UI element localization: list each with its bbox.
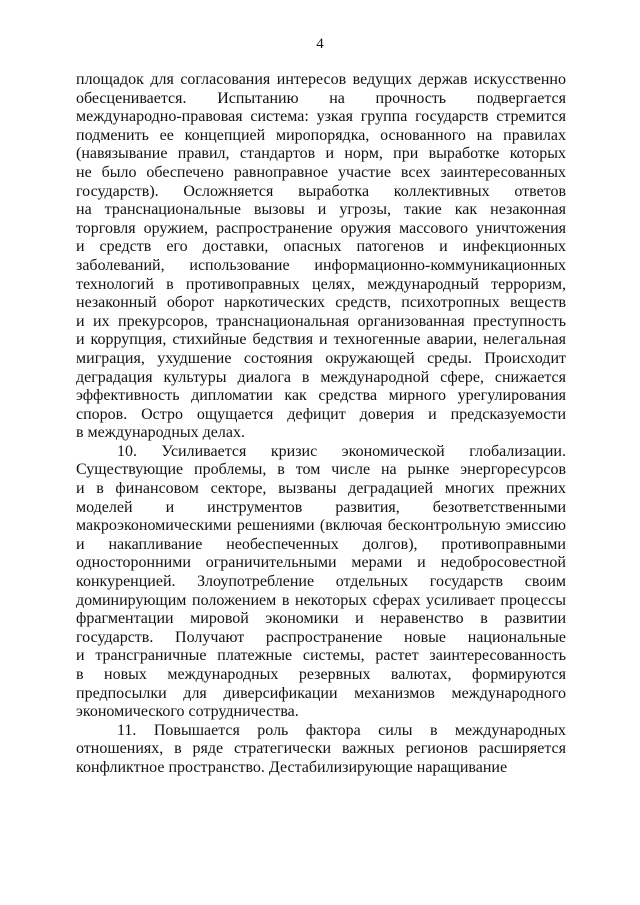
text-line: 11. Повышается роль фактора силы в международных — [117, 721, 566, 739]
paragraph — [76, 443, 566, 722]
text-line: фрагментации мировой экономики и неравенство в развитии — [76, 610, 566, 628]
text-line: Существующие проблемы, в том числе на рынке энергоресурсов — [76, 461, 566, 479]
text-line: отношениях, в ряде стратегически важных регионов расширяется — [76, 740, 566, 758]
text-line: макроэкономическими решениями (включая бесконтрольную эмиссию — [76, 517, 566, 535]
text-line: моделей и инструментов развития, безответственными — [76, 498, 566, 516]
text-line: и накапливание необеспеченных долгов), противоправными — [76, 535, 566, 553]
text-line: и коррупция, стихийные бедствия и техногенные аварии, нелегальная — [76, 331, 566, 349]
text-line: и трансграничные платежные системы, растет заинтересованность — [76, 647, 566, 665]
text-line: технологий в противоправных целях, международный терроризм, — [76, 275, 566, 293]
text-line: заболеваний, использование информационно-коммуникационных — [76, 256, 566, 274]
text-line: эффективность дипломатии как средства мирного урегулирования — [76, 387, 566, 405]
text-line: и их прекурсоров, транснациональная организованная преступность — [76, 312, 566, 330]
text-line: на транснациональные вызовы и угрозы, такие как незаконная — [76, 201, 566, 219]
text-line: государств. Получают распространение новые национальные — [76, 628, 566, 646]
text-line: подменить ее концепцией миропорядка, основанного на правилах — [76, 126, 566, 144]
text-line: обесценивается. Испытанию на прочность подвергается — [76, 89, 566, 107]
text-line: деградация культуры диалога в международной сфере, снижается — [76, 368, 566, 386]
text-line: площадок для согласования интересов ведущих держав искусственно — [76, 71, 566, 88]
text-line: миграция, ухудшение состояния окружающей среды. Происходит — [76, 349, 566, 367]
text-line: торговля оружием, распространение оружия массового уничтожения — [76, 219, 566, 237]
text-line: и средств его доставки, опасных патогенов и инфекционных — [76, 238, 566, 256]
text-line: незаконный оборот наркотических средств, психотропных веществ — [76, 294, 566, 312]
text-line: не было обеспечено равноправное участие всех заинтересованных — [76, 163, 566, 181]
text-line: предпосылки для диверсификации механизмов международного — [76, 684, 566, 702]
text-line: доминирующим положением в некоторых сферах усиливает процессы — [76, 591, 566, 609]
text-line: 10. Усиливается кризис экономической глобализации. — [117, 442, 566, 460]
text-line: и в финансовом секторе, вызваны деградацией многих прежних — [76, 480, 566, 498]
text-line: односторонними ограничительными мерами и недобросовестной — [76, 554, 566, 572]
text-line: международно-правовая система: узкая группа государств стремится — [76, 108, 566, 126]
text-line: государств). Осложняется выработка коллективных ответов — [76, 182, 566, 200]
text-line: в новых международных резервных валютах, формируются — [76, 666, 566, 683]
text-line: (навязывание правил, стандартов и норм, при выработке которых — [76, 145, 566, 163]
text-line: в международных делах. — [76, 424, 245, 442]
document-body — [76, 71, 566, 778]
text-line: конкуренцией. Злоупотребление отдельных государств своим — [76, 573, 566, 591]
text-line: конфликтное пространство. Дестабилизирующие наращивание — [76, 758, 508, 776]
paragraph — [76, 71, 566, 443]
page-number: 4 — [316, 36, 324, 52]
text-line: споров. Остро ощущается дефицит доверия и предсказуемости — [76, 405, 566, 423]
paragraph — [76, 722, 566, 778]
text-line: экономического сотрудничества. — [76, 703, 299, 721]
